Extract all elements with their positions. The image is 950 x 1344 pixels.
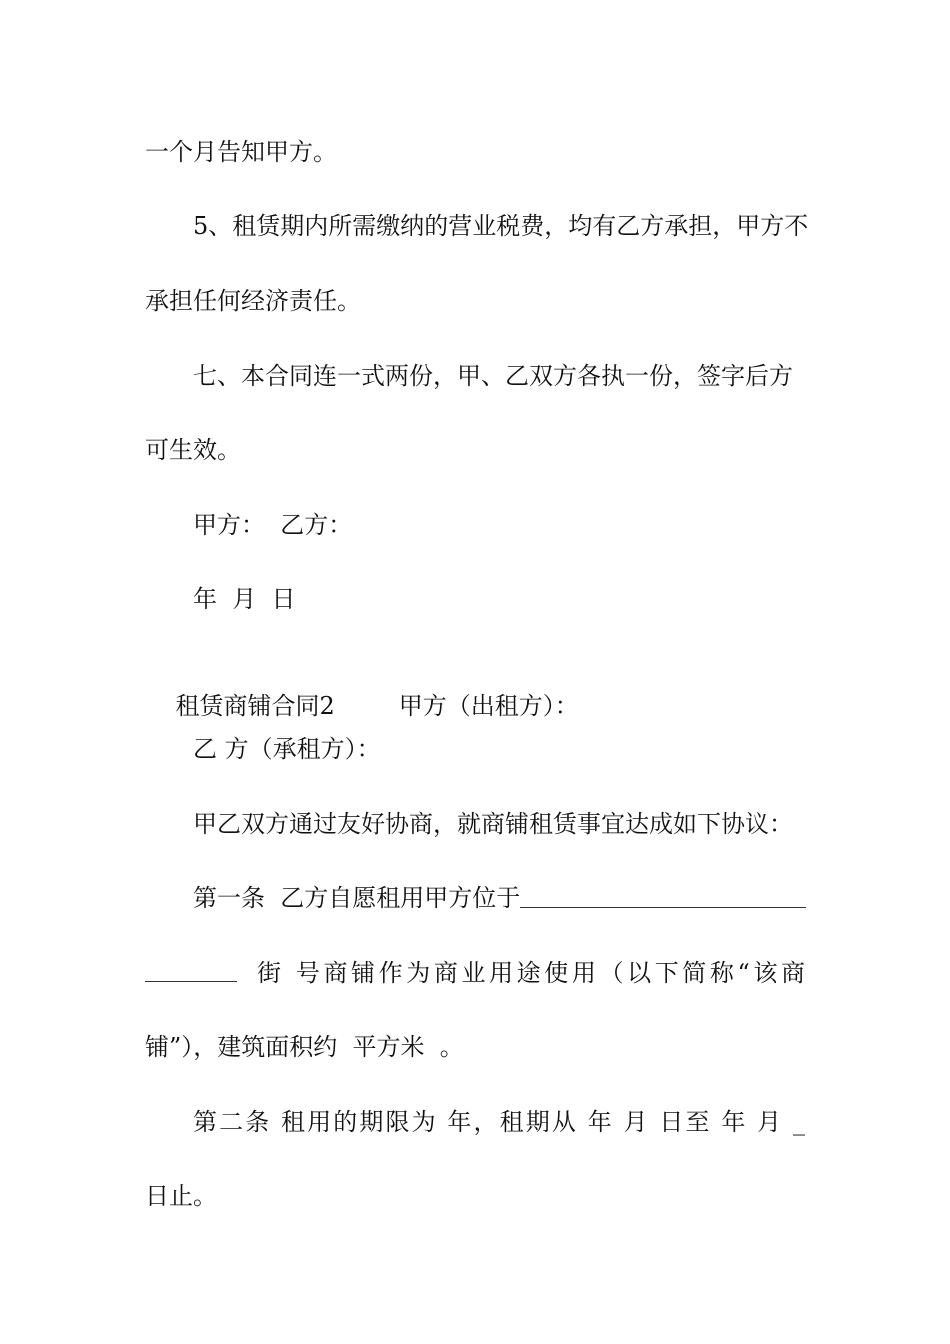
clause-7-line-2: 可生效。	[145, 436, 241, 464]
agreement-intro: 甲乙双方通过友好协商，就商铺租赁事宜达成如下协议：	[193, 810, 793, 838]
contract-heading-line	[145, 658, 579, 720]
party-a-label: 甲方（出租方）：	[398, 692, 579, 720]
article-2-line-2: 日止。	[145, 1182, 217, 1210]
clause-5-line-2: 承担任何经济责任。	[145, 287, 361, 315]
article-1-line-3: 铺”），建筑面积约 平方米 。	[145, 1033, 464, 1061]
clause-5-line-1: 5、租赁期内所需缴纳的营业税费，均有乙方承担，甲方不	[193, 212, 809, 240]
article-2-line-1: 第二条 租用的期限为 年，租期从 年 月 日至 年 月 _	[193, 1108, 805, 1136]
party-b-label: 乙 方（承租方）：	[193, 735, 381, 763]
text-line-1: 一个月告知甲方。	[145, 138, 337, 166]
blank-underline-address	[520, 907, 806, 908]
signature-parties: 甲方： 乙方：	[193, 511, 353, 539]
article-1-line-1: 第一条 乙方自愿租用甲方位于	[193, 884, 521, 912]
blank-underline-street	[145, 981, 237, 982]
signature-date: 年 月 日	[193, 585, 296, 613]
article-1-line-2: 街 号商铺作为商业用途使用（以下简称“该商	[257, 959, 805, 987]
clause-7-line-1: 七、本合同连一式两份，甲、乙双方各执一份，签字后方	[193, 362, 793, 390]
contract-title: 租赁商铺合同2	[175, 692, 335, 720]
